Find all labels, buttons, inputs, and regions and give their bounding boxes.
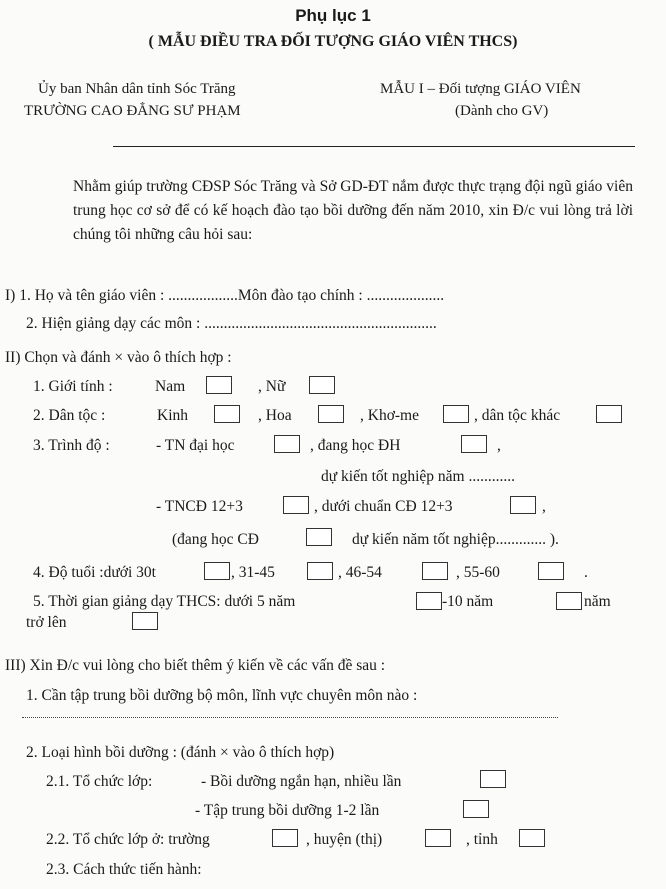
level-below-cd-checkbox[interactable]	[510, 496, 536, 514]
s3-q2-2-province-label: , tỉnh	[466, 831, 498, 848]
age-55-60-checkbox[interactable]	[538, 562, 564, 580]
s3-q2-2-province-checkbox[interactable]	[519, 829, 545, 847]
q1-name-subject[interactable]: I) 1. Họ và tên giáo viên : ..................Môn đào tạo chính : ....................	[5, 287, 445, 304]
years-under5-checkbox[interactable]	[416, 592, 442, 610]
level-expected-year[interactable]: dự kiến năm tốt nghiệp............. ).	[352, 531, 559, 548]
s3-q1-answer-line[interactable]	[22, 717, 558, 718]
ethnic-kinh-checkbox[interactable]	[214, 405, 240, 423]
age-under30-checkbox[interactable]	[204, 562, 230, 580]
form-audience: (Dành cho GV)	[455, 103, 549, 119]
ethnic-label: 2. Dân tộc :	[33, 407, 106, 424]
s3-q1-label: 1. Cần tập trung bồi dưỡng bộ môn, lĩnh vực chuyên môn nào :	[26, 687, 418, 704]
level-comma-2: ,	[542, 498, 546, 515]
s3-q2-1-b-checkbox[interactable]	[463, 800, 489, 818]
ethnic-khome-label: , Khơ-me	[360, 407, 419, 424]
age-46-54-checkbox[interactable]	[422, 562, 448, 580]
level-tncd-checkbox[interactable]	[283, 496, 309, 514]
section2-title: II) Chọn và đánh × vào ô thích hợp :	[5, 349, 232, 366]
s3-q2-label: 2. Loại hình bồi dưỡng : (đánh × vào ô thích hợp)	[26, 744, 335, 761]
years-label: 5. Thời gian giảng dạy THCS: dưới 5 năm	[33, 593, 296, 610]
level-tn-dh-checkbox[interactable]	[274, 435, 300, 453]
years-above-checkbox[interactable]	[132, 612, 158, 630]
age-46-54-label: , 46-54	[338, 564, 382, 581]
issuer-line1: Ủy ban Nhân dân tỉnh Sóc Trăng	[38, 81, 236, 97]
age-55-60-label: , 55-60	[456, 564, 500, 581]
age-31-45-checkbox[interactable]	[307, 562, 333, 580]
s3-q2-1-a-label: - Bồi dưỡng ngắn hạn, nhiều lần	[201, 773, 402, 790]
age-label: 4. Độ tuổi :dưới 30t	[33, 564, 156, 581]
ethnic-other-label: , dân tộc khác	[474, 407, 561, 424]
level-expected-grad[interactable]: dự kiến tốt nghiệp năm ............	[321, 468, 515, 485]
level-studying-dh-label: , đang học ĐH	[310, 437, 401, 454]
level-tncd-label: - TNCĐ 12+3	[156, 498, 243, 515]
q2-current-subjects[interactable]: 2. Hiện giảng dạy các môn : ............................................................	[26, 315, 437, 332]
form-code: MẪU I – Đối tượng GIÁO VIÊN	[380, 81, 581, 97]
gender-female-checkbox[interactable]	[309, 376, 335, 394]
years-above-label: năm	[584, 593, 611, 610]
survey-subtitle: ( MẪU ĐIỀU TRA ĐỐI TƯỢNG GIÁO VIÊN THCS)	[148, 33, 518, 50]
years-5-10-label: -10 năm	[442, 593, 494, 610]
ethnic-hoa-checkbox[interactable]	[318, 405, 344, 423]
s3-q2-2-district-label: , huyện (thị)	[306, 831, 383, 848]
gender-male-checkbox[interactable]	[206, 376, 232, 394]
level-below-cd-label: , dưới chuẩn CĐ 12+3	[314, 498, 453, 515]
level-studying-dh-checkbox[interactable]	[461, 435, 487, 453]
gender-label: 1. Giới tính :	[33, 378, 113, 395]
s3-q2-2-district-checkbox[interactable]	[425, 829, 451, 847]
intro-paragraph	[73, 175, 633, 247]
s3-q2-1-a-checkbox[interactable]	[480, 770, 506, 788]
level-studying-cd-label: (đang học CĐ	[172, 531, 259, 548]
ethnic-hoa-label: , Hoa	[258, 407, 292, 424]
level-studying-cd-checkbox[interactable]	[306, 528, 332, 546]
s3-q2-1-label: 2.1. Tổ chức lớp:	[46, 773, 153, 790]
age-end-dot: .	[584, 564, 588, 581]
ethnic-khome-checkbox[interactable]	[443, 405, 469, 423]
level-label: 3. Trình độ :	[33, 437, 110, 454]
ethnic-kinh-label: Kinh	[157, 407, 188, 424]
appendix-title: Phụ lục 1	[295, 6, 371, 25]
level-tn-dh-label: - TN đại học	[156, 437, 235, 454]
s3-q2-3-label: 2.3. Cách thức tiến hành:	[46, 861, 202, 878]
gender-female-label: , Nữ	[258, 378, 286, 395]
gender-male-label: Nam	[155, 378, 186, 395]
age-31-45-label: , 31-45	[231, 564, 275, 581]
s3-q2-1-b-label: - Tập trung bồi dưỡng 1-2 lần	[195, 802, 380, 819]
section3-title: III) Xin Đ/c vui lòng cho biết thêm ý kiến về các vấn đề sau :	[5, 657, 386, 674]
issuer-line2: TRƯỜNG CAO ĐẲNG SƯ PHẠM	[24, 103, 241, 119]
s3-q2-2-label: 2.2. Tổ chức lớp ở: trường	[46, 831, 210, 848]
level-comma-1: ,	[497, 437, 501, 454]
years-above-line2: trở lên	[26, 614, 67, 631]
s3-q2-2-school-checkbox[interactable]	[272, 829, 298, 847]
header-rule	[113, 146, 635, 147]
ethnic-other-checkbox[interactable]	[596, 405, 622, 423]
intro-text: Nhằm giúp trường CĐSP Sóc Trăng và Sở GD-ĐT nắm được thực trạng đội ngũ giáo viên trung học cơ sở để có kế hoạch đào tạo bồi dưỡng đến năm 2010, xin Đ/c vui lòng trả lời chúng tôi những câu hỏi sau:	[73, 178, 633, 243]
years-5-10-checkbox[interactable]	[556, 592, 582, 610]
